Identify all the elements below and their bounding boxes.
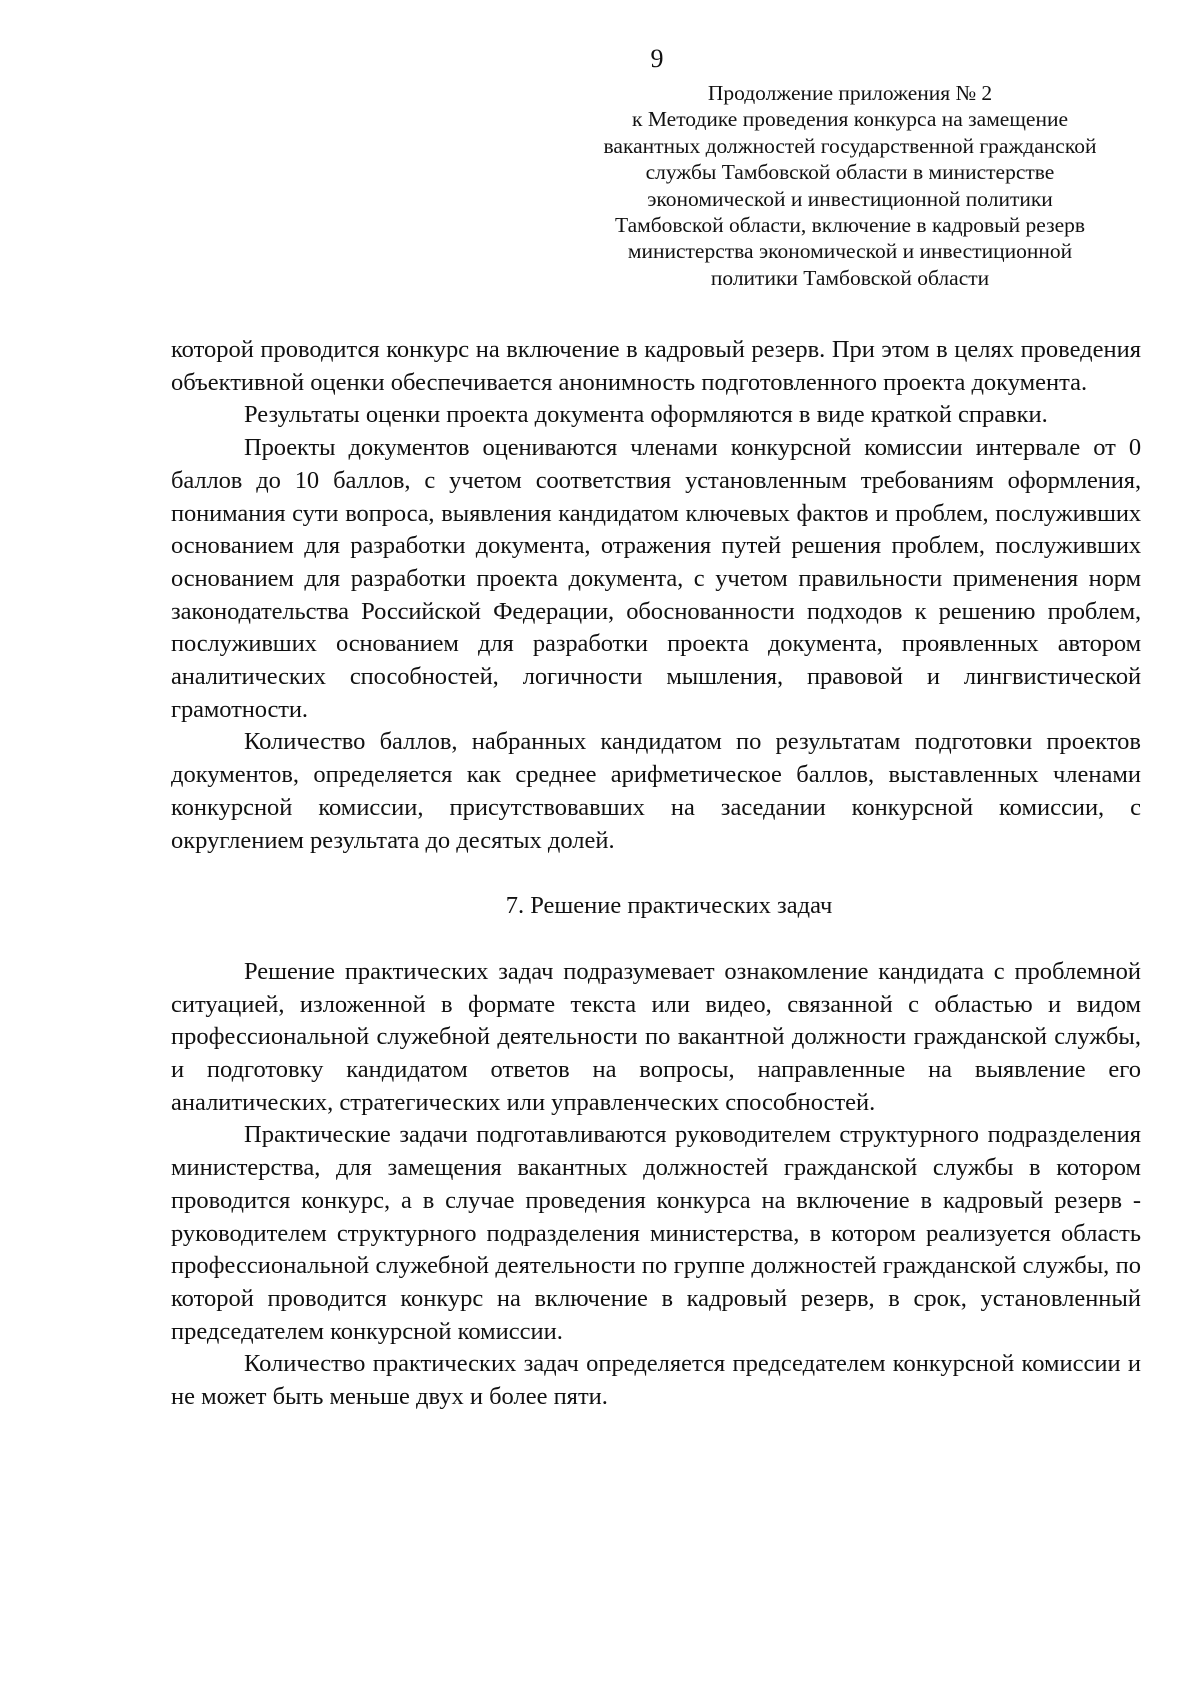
appendix-header-line: министерства экономической и инвестиционной bbox=[627, 239, 1073, 264]
appendix-header-line: Продолжение приложения № 2 bbox=[707, 81, 993, 105]
paragraph: Практические задачи подготавливаются руководителем структурного подразделения министерства, для замещения вакантных должностей гражданской службы в котором проводится конкурс, а в случае проведения конкурса на включение в кадровый резерв - руководителем структурного подразделения министерства, в котором реализуется область профессиональной служебной деятельности по группе должностей гражданской службы, по которой проводится конкурс на включение в кадровый резерв, в срок, установленный председателем конкурсной комиссии. bbox=[171, 1121, 1141, 1345]
appendix-header-line: Тамбовской области, включение в кадровый резерв bbox=[614, 213, 1086, 238]
appendix-header-line: экономической и инвестиционной политики bbox=[647, 186, 1053, 211]
paragraph: Количество баллов, набранных кандидатом по результатам подготовки проектов документов, определяется как среднее арифметическое баллов, выставленных членами конкурсной комиссии, присутствовавших на заседании конкурсной комиссии, с округлением результата до десятых долей. bbox=[171, 728, 1141, 854]
section-heading: 7. Решение практических задач bbox=[505, 892, 833, 920]
appendix-header-line: вакантных должностей государственной гражданской bbox=[603, 133, 1097, 158]
paragraph: Решение практических задач подразумевает ознакомление кандидата с проблемной ситуацией, изложенной в формате текста или видео, связанной с областью и видом профессиональной служебной деятельности по вакантной должности гражданской службы, и подготовку кандидатом ответов на вопросы, направленные на выявление его аналитических, стратегических или управленческих способностей. bbox=[171, 957, 1141, 1116]
document-body bbox=[171, 334, 1141, 1414]
appendix-header-line: службы Тамбовской области в министерстве bbox=[645, 160, 1055, 185]
paragraph: Результаты оценки проекта документа оформляются в виде краткой справки. bbox=[244, 401, 1048, 429]
appendix-header-line: политики Тамбовской области bbox=[710, 265, 990, 290]
paragraph: Проекты документов оцениваются членами конкурсной комиссии интервале от 0 баллов до 10 баллов, с учетом соответствия установленным требованиям оформления, понимания сути вопроса, выявления кандидатом ключевых фактов и проблем, послуживших основанием для разработки документа, отражения путей решения проблем, послуживших основанием для разработки проекта документа, с учетом правильности применения норм законодательства Российской Федерации, обоснованности подходов к решению проблем, послуживших основанием для разработки проекта документа, проявленных автором аналитических способностей, логичности мышления, правовой и лингвистической грамотности. bbox=[171, 434, 1141, 723]
appendix-header-line: к Методике проведения конкурса на замещение bbox=[632, 107, 1068, 132]
page-number: 9 bbox=[650, 44, 664, 73]
paragraph-continuation: которой проводится конкурс на включение в кадровый резерв. При этом в целях проведения объективной оценки обеспечивается анонимность подготовленного проекта документа. bbox=[171, 336, 1141, 396]
appendix-header bbox=[560, 80, 1140, 291]
paragraph: Количество практических задач определяется председателем конкурсной комиссии и не может быть меньше двух и более пяти. bbox=[171, 1350, 1141, 1411]
